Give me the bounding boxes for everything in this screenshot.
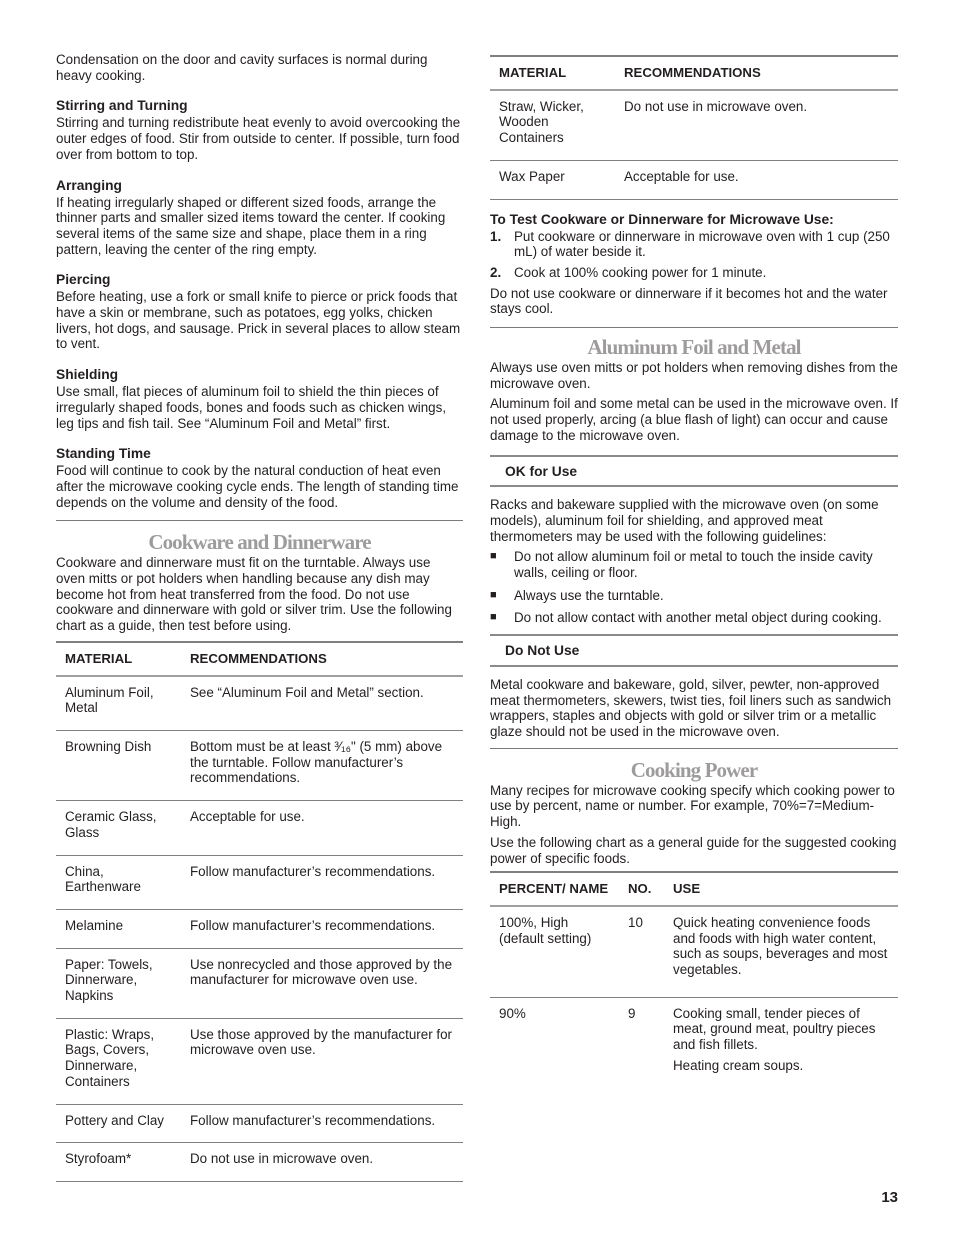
material-cell: Paper: Towels, Dinnerware, Napkins [56,948,181,1018]
list-item [490,610,898,626]
foil-paragraph-1: Always use oven mitts or pot holders when removing dishes from the microwave oven. [490,360,898,391]
table-row [56,801,463,855]
intro-paragraph: Condensation on the door and cavity surfaces is normal during heavy cooking. [56,52,428,83]
table-row [56,855,463,909]
use-text: Heating cream soups. [673,1057,804,1073]
material-cell: Ceramic Glass, Glass [56,801,181,855]
table-row [56,909,463,948]
section-divider [56,520,463,521]
col-use: USE [664,872,898,906]
step-item [490,229,898,260]
foil-title: Aluminum Foil and Metal [587,335,801,360]
table-header-row [56,642,463,676]
section-text: Before heating, use a fork or small knife to pierce or prick foods that have a skin or membrane, such as potatoes, egg yolks, chicken livers, hot dogs, and sausage. Prick in several places to allow steam to vent. [56,289,461,352]
bullet-text: Do not allow contact with another metal object during cooking. [514,610,882,626]
recommendation-cell: Acceptable for use. [615,160,898,199]
section-text: If heating irregularly shaped or different sized foods, arrange the thinner parts and smaller sized items toward the center. If cooking several items of the same size and shape, place them in a ring pattern, leaving the center of the ring empty. [56,194,446,257]
test-note: Do not use cookware or dinnerware if it becomes hot and the water stays cool. [490,285,888,317]
material-cell: Wax Paper [490,160,615,199]
table-row [490,90,898,161]
right-column [490,55,898,1093]
recommendation-cell: Use nonrecycled and those approved by the manufacturer for microwave oven use. [181,948,463,1018]
table-header-row [490,56,898,90]
recommendation-cell: Acceptable for use. [181,801,463,855]
material-cell: Styrofoam* [56,1143,181,1182]
col-recommendations: RECOMMENDATIONS [615,56,898,90]
do-not-use-text: Metal cookware and bakeware, gold, silver, pewter, non-approved meat thermometers, skewers, twist ties, foil liners such as sandwich wrappers, staples and objects with gold or silver trim or a metallic glaze should not be used in the microwave oven. [490,676,892,739]
col-material: MATERIAL [56,642,181,676]
table-row [490,906,898,997]
use-cell [664,906,898,997]
material-table-continued [490,55,898,200]
cooking-power-paragraph-2: Use the following chart as a general guide for the suggested cooking power of specific foods. [490,834,897,866]
table-row [56,948,463,1018]
bullet-text: Do not allow aluminum foil or metal to touch the inside cavity walls, ceiling or floor. [514,549,873,581]
table-header-row [490,872,898,906]
step-text: Cook at 100% cooking power for 1 minute. [514,264,767,280]
recommendation-cell: Bottom must be at least ³⁄₁₆" (5 mm) above the turntable. Follow manufacturer’s recommendations. [181,730,463,800]
use-text: Cooking small, tender pieces of meat, ground meat, poultry pieces and fish fillets. [673,1005,876,1053]
recommendation-cell: Follow manufacturer’s recommendations. [181,855,463,909]
use-text: Quick heating convenience foods and foods with high water content, such as soups, beverages and most vegetables. [673,914,888,978]
col-number: NO. [619,872,664,906]
col-percent-name: PERCENT/ NAME [490,872,619,906]
section-heading: Standing Time [56,446,151,462]
step-text: Put cookware or dinnerware in microwave oven with 1 cup (250 mL) of water beside it. [514,228,890,260]
recommendation-cell: Follow manufacturer’s recommendations. [181,1104,463,1143]
bullet-text: Always use the turntable. [514,587,664,603]
bullet-square-icon: ■ [490,611,497,624]
bullet-square-icon: ■ [490,588,497,601]
percent-cell: 100%, High (default setting) [490,906,619,997]
section-heading: Arranging [56,177,122,193]
material-cell: China, Earthenware [56,855,181,909]
table-row [490,997,898,1092]
section-text: Food will continue to cook by the natural conduction of heat even after the microwave cooking cycle ends. The length of standing time depends on the volume and density of the food. [56,463,459,510]
cooking-power-paragraph-1: Many recipes for microwave cooking specify which cooking power to use by percent, name or number. For example, 70%=7=Medium-High. [490,782,895,830]
table-row [56,1104,463,1143]
bullet-square-icon: ■ [490,550,497,563]
list-item [490,588,898,604]
cookware-intro: Cookware and dinnerware must fit on the turntable. Always use oven mitts or pot holders when handling because any dish may become hot from heat transferred from the food. Do not use cookware and dinnerware with gold or silver trim. Use the following chart as a guide, then test before using. [56,555,452,634]
material-cell: Pottery and Clay [56,1104,181,1143]
material-cell: Plastic: Wraps, Bags, Covers, Dinnerware, Containers [56,1018,181,1104]
ok-for-use-heading: OK for Use [490,455,898,488]
page-number: 13 [881,1189,898,1206]
tips-sections [56,98,463,510]
test-heading: To Test Cookware or Dinnerware for Microwave Use: [490,211,834,227]
section-heading: Piercing [56,272,111,288]
recommendation-cell: Do not use in microwave oven. [615,90,898,161]
cooking-power-table [490,871,898,1092]
section-divider [490,327,898,328]
recommendation-cell: See “Aluminum Foil and Metal” section. [181,676,463,731]
section-heading: Shielding [56,367,119,383]
recommendation-cell: Do not use in microwave oven. [181,1143,463,1182]
cookware-table [56,641,463,1182]
col-recommendations: RECOMMENDATIONS [181,642,463,676]
foil-paragraph-2: Aluminum foil and some metal can be used in the microwave oven. If not used properly, arcing (a blue flash of light) can occur and cause damage to the microwave oven. [490,396,898,443]
section-text: Stirring and turning redistribute heat evenly to avoid overcooking the outer edges of food. Stir from outside to center. If possible, turn food over from bottom to top. [56,115,461,162]
ok-for-use-text: Racks and bakeware supplied with the microwave oven (on some models), aluminum foil for shielding, and approved meat thermometers may be used with the following guidelines: [490,497,879,544]
left-column [56,52,463,1182]
material-cell: Straw, Wicker, Wooden Containers [490,90,615,161]
table-row [56,1143,463,1182]
recommendation-cell: Follow manufacturer’s recommendations. [181,909,463,948]
step-number: 2. [490,264,502,280]
table-row [56,730,463,800]
percent-cell: 90% [499,1005,526,1021]
section-divider [490,748,898,749]
step-number: 1. [490,228,502,244]
use-cell [664,997,898,1092]
recommendation-cell: Use those approved by the manufacturer for microwave oven use. [181,1018,463,1104]
cooking-power-title: Cooking Power [630,757,758,782]
table-row [490,160,898,199]
number-cell: 10 [619,906,664,997]
number-cell: 9 [628,1005,636,1021]
test-steps [490,229,898,281]
table-row [56,676,463,731]
col-material: MATERIAL [490,56,615,90]
foil-guidelines-list [490,549,898,626]
section-text: Use small, flat pieces of aluminum foil to shield the thin pieces of irregularly shaped foods, bones and foods such as chicken wings, leg tips and fish tail. See “Aluminum Foil and Metal” first. [56,384,447,431]
material-cell: Browning Dish [56,730,181,800]
material-cell: Melamine [56,909,181,948]
list-item [490,549,898,580]
section-heading: Stirring and Turning [56,98,188,114]
cookware-title: Cookware and Dinnerware [148,530,371,555]
table-row [56,1018,463,1104]
step-item [490,265,898,281]
material-cell: Aluminum Foil, Metal [56,676,181,731]
do-not-use-heading: Do Not Use [490,634,898,667]
